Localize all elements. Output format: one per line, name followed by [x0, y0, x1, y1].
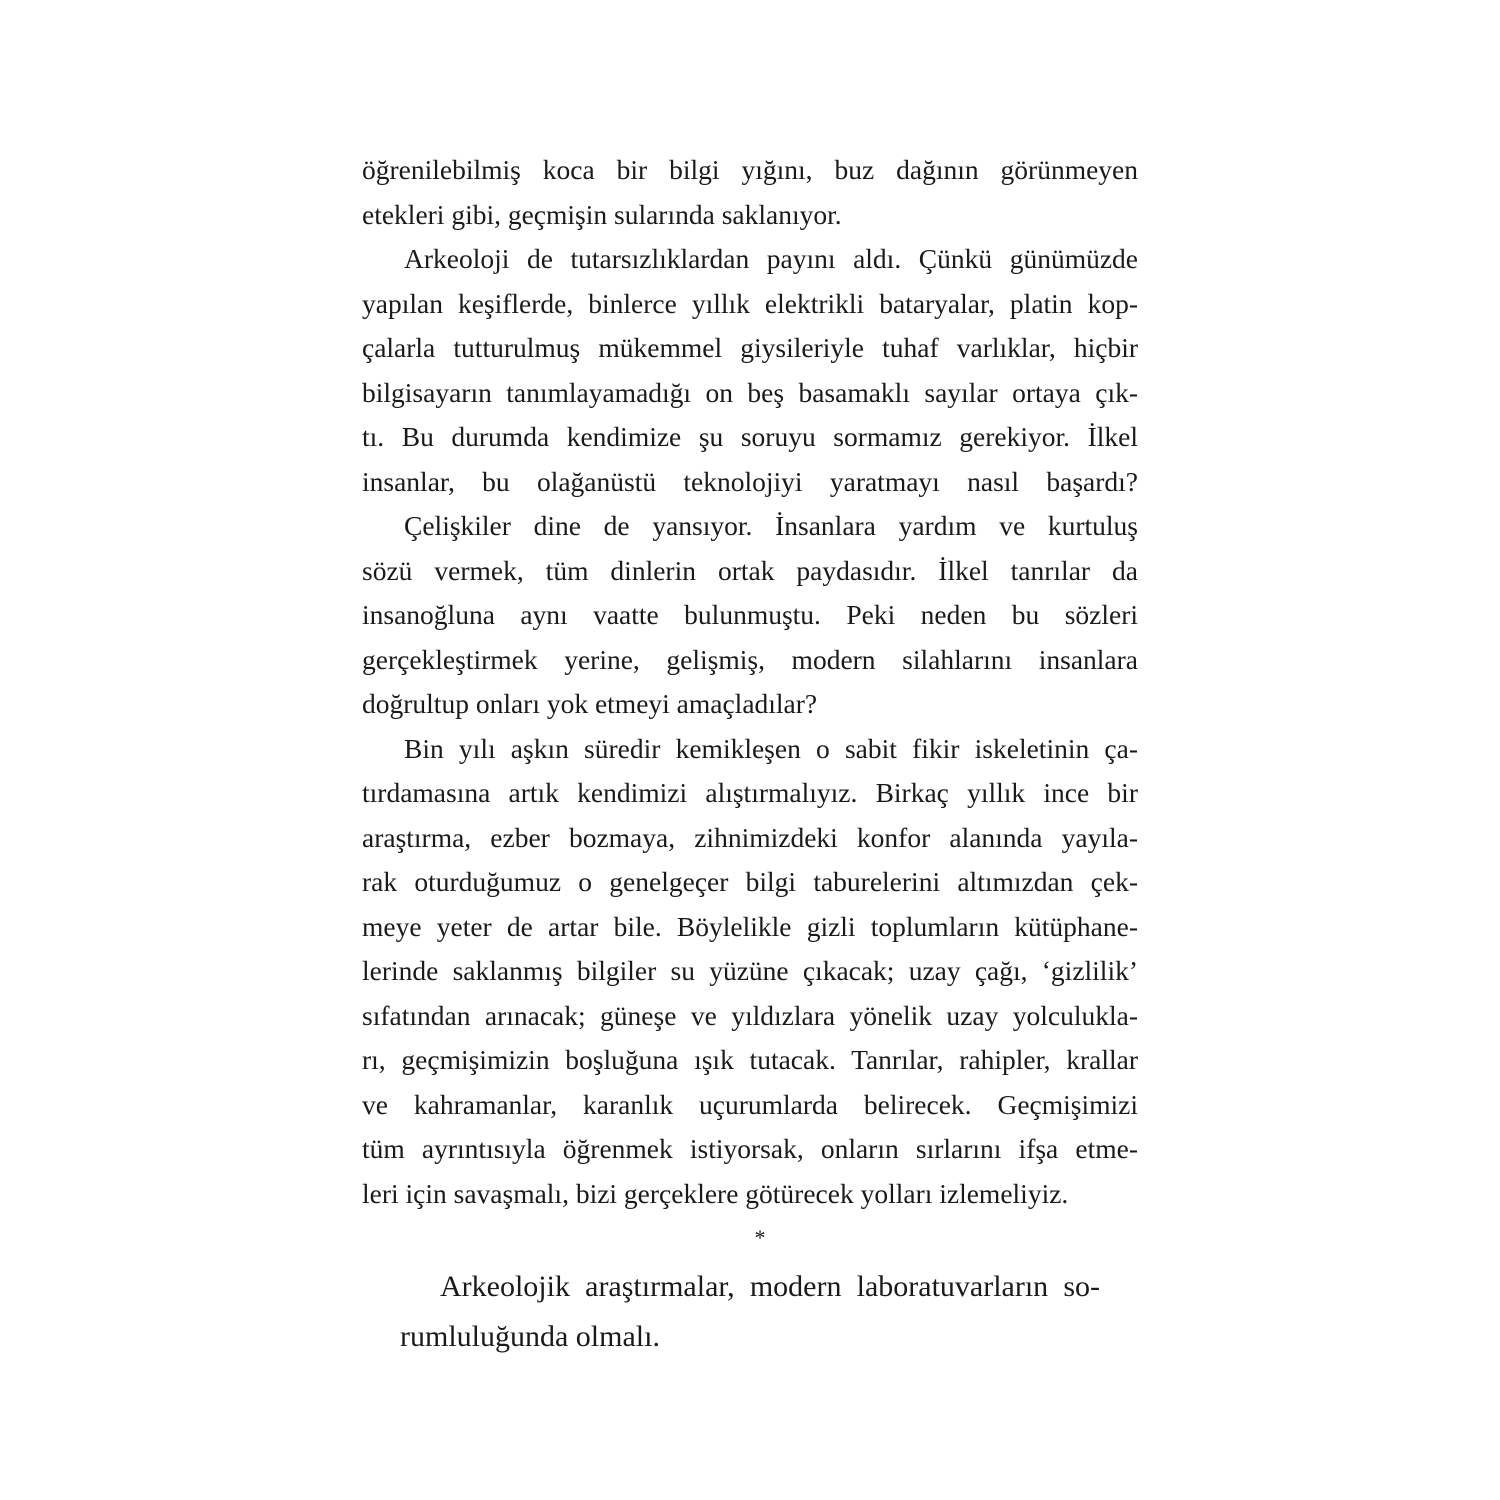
- paragraph-start-line: Arkeoloji de tutarsızlıklardan payını aldı. Çünkü günümüzde: [404, 243, 1138, 274]
- text-line: yapılan keşiflerde, binlerce yıllık elektrikli bataryalar, platin kop-: [362, 287, 1138, 319]
- text-line: sıfatından arınacak; güneşe ve yıldızlara yönelik uzay yolculukla-: [362, 999, 1138, 1031]
- text-line: Arkeolojik araştırmalar, modern laboratuvarların so-: [440, 1270, 1100, 1303]
- text-line: insanoğluna aynı vaatte bulunmuştu. Peki neden bu sözleri: [362, 599, 1138, 630]
- text-line: etekleri gibi, geçmişin sularında saklanıyor.: [362, 198, 842, 230]
- text-line: bilgisayarın tanımlayamadığı on beş basamaklı sayılar ortaya çık-: [362, 376, 1138, 408]
- section-separator: *: [754, 1225, 766, 1250]
- text-line: tı. Bu durumda kendimize şu soruyu sormamız gerekiyor. İlkel: [362, 421, 1138, 452]
- text-line: tırdamasına artık kendimizi alıştırmalıyız. Birkaç yıllık ince bir: [362, 777, 1138, 808]
- text-line: tüm ayrıntısıyla öğrenmek istiyorsak, onların sırlarını ifşa etme-: [362, 1133, 1138, 1164]
- text-line: rumluluğunda olmalı.: [400, 1320, 660, 1353]
- text-line: araştırma, ezber bozmaya, zihnimizdeki konfor alanında yayıla-: [362, 821, 1138, 853]
- text-line: doğrultup onları yok etmeyi amaçladılar?: [362, 688, 818, 719]
- text-line: sözü vermek, tüm dinlerin ortak paydasıdır. İlkel tanrılar da: [362, 554, 1138, 586]
- text-line: çalarla tutturulmuş mükemmel giysileriyle tuhaf varlıklar, hiçbir: [362, 332, 1138, 363]
- text-line: öğrenilebilmiş koca bir bilgi yığını, buz dağının görünmeyen: [362, 154, 1138, 185]
- text-line: leri için savaşmalı, bizi gerçeklere götürecek yolları izlemeliyiz.: [362, 1177, 1069, 1209]
- text-line: lerinde saklanmış bilgiler su yüzüne çıkacak; uzay çağı, ‘gizlilik’: [362, 955, 1138, 986]
- body-text: [362, 148, 1138, 1261]
- text-line: ve kahramanlar, karanlık uçurumlarda belirecek. Geçmişimizi: [362, 1088, 1138, 1120]
- paragraph-start-line: Çelişkiler dine de yansıyor. İnsanlara yardım ve kurtuluş: [404, 510, 1138, 541]
- text-line: rak oturduğumuz o genelgeçer bilgi taburelerini altımızdan çek-: [362, 866, 1138, 897]
- paragraph-start-line: Bin yılı aşkın süredir kemikleşen o sabit fikir iskeletinin ça-: [404, 732, 1138, 764]
- text-line: rı, geçmişimizin boşluğuna ışık tutacak. Tanrılar, rahipler, krallar: [362, 1044, 1138, 1075]
- text-line: insanlar, bu olağanüstü teknolojiyi yaratmayı nasıl başardı?: [362, 465, 1138, 497]
- text-line: gerçekleştirmek yerine, gelişmiş, modern silahlarını insanlara: [362, 643, 1138, 675]
- text-line: meye yeter de artar bile. Böylelikle gizli toplumların kütüphane-: [362, 910, 1138, 942]
- closing-paragraph: [400, 1262, 1100, 1362]
